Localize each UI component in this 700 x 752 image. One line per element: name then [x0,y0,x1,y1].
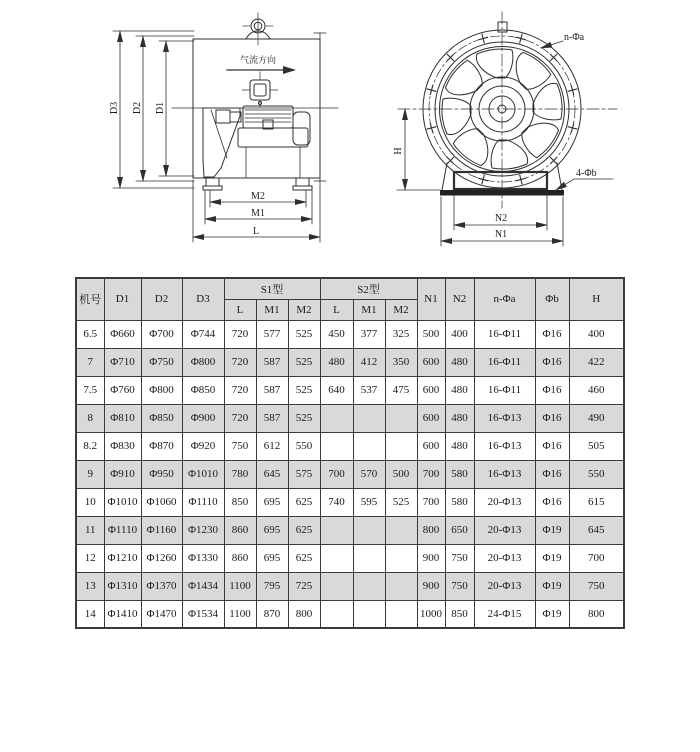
table-cell: 750 [224,432,256,460]
table-cell: 20-Φ13 [474,544,535,572]
table-cell: 900 [417,544,445,572]
table-row [76,376,624,404]
table-row [76,516,624,544]
table-cell: 600 [417,348,445,376]
lifting-eyebolt [243,13,273,45]
header-s1-m1: M1 [256,299,288,320]
table-cell: 795 [256,572,288,600]
table-cell: Φ16 [535,460,569,488]
table-cell: 695 [256,516,288,544]
header-s2-group: S2型 [320,278,417,299]
table-cell: 10 [76,488,104,516]
table-cell: 8.2 [76,432,104,460]
table-cell: 16-Φ11 [474,348,535,376]
label-d3: D3 [109,101,120,115]
table-cell: 400 [569,320,624,348]
table-cell: Φ800 [182,348,224,376]
table-cell: 14 [76,600,104,628]
table-cell: 615 [569,488,624,516]
table-cell: 750 [569,572,624,600]
table-cell: 625 [288,488,320,516]
table-cell: Φ870 [141,432,182,460]
header-s2-l: L [320,299,353,320]
diameter-dimensions [113,31,194,188]
header-s1-l: L [224,299,256,320]
table-cell: 580 [445,488,474,516]
header-n-phi-a: n-Φa [474,278,535,320]
table-cell: Φ16 [535,488,569,516]
label-l: L [252,226,260,237]
table-cell: 422 [569,348,624,376]
table-cell: Φ830 [104,432,141,460]
table-row [76,348,624,376]
table-cell: 480 [445,432,474,460]
table-cell: Φ850 [141,404,182,432]
table-cell: 750 [445,572,474,600]
table-cell: 500 [417,320,445,348]
table-cell: 720 [224,320,256,348]
header-h: H [569,278,624,320]
mounting-feet [203,178,312,190]
table-cell: Φ19 [535,544,569,572]
table-cell: 13 [76,572,104,600]
table-cell: Φ1370 [141,572,182,600]
table-cell: 1000 [417,600,445,628]
table-row [76,544,624,572]
table-cell: 587 [256,404,288,432]
table-cell: 595 [353,488,385,516]
table-cell: Φ1310 [104,572,141,600]
table-cell: 725 [288,572,320,600]
table-cell: 645 [256,460,288,488]
table-cell: Φ16 [535,432,569,460]
table-cell: 577 [256,320,288,348]
table-cell: 377 [353,320,385,348]
table-cell [353,544,385,572]
table-cell: Φ19 [535,516,569,544]
airflow-label: 气流方向 [239,55,277,65]
table-cell: 700 [417,460,445,488]
table-cell: 11 [76,516,104,544]
table-cell: 20-Φ13 [474,488,535,516]
table-cell [353,432,385,460]
table-row [76,600,624,628]
table-cell: 20-Φ13 [474,572,535,600]
spec-table-container [75,277,625,629]
table-cell: 720 [224,376,256,404]
base-holes-callout [556,168,613,190]
table-cell: 570 [353,460,385,488]
table-cell: 6.5 [76,320,104,348]
header-phi-b: Φb [535,278,569,320]
table-cell: 525 [385,488,417,516]
table-cell: 525 [288,376,320,404]
table-cell: 870 [256,600,288,628]
label-n2: N2 [494,213,508,224]
table-cell: 475 [385,376,417,404]
table-cell: 16-Φ13 [474,432,535,460]
table-cell: 16-Φ11 [474,320,535,348]
table-cell: Φ900 [182,404,224,432]
table-cell: 450 [320,320,353,348]
table-cell: Φ1010 [104,488,141,516]
table-cell: 8 [76,404,104,432]
table-cell: 20-Φ13 [474,516,535,544]
table-row [76,404,624,432]
table-row [76,488,624,516]
table-cell: 24-Φ15 [474,600,535,628]
table-cell: 800 [569,600,624,628]
table-row [76,432,624,460]
table-cell: Φ1110 [182,488,224,516]
table-cell: 650 [445,516,474,544]
label-m2: M2 [251,191,265,202]
table-cell: 412 [353,348,385,376]
table-cell: 695 [256,488,288,516]
table-cell: 780 [224,460,256,488]
airflow-arrow [227,66,296,74]
table-cell: 7 [76,348,104,376]
label-n-phi-a: n-Φa [564,32,585,43]
table-cell [353,572,385,600]
table-cell [353,404,385,432]
table-cell: 700 [417,488,445,516]
table-cell [353,516,385,544]
table-cell: 480 [445,404,474,432]
table-cell: Φ1160 [141,516,182,544]
label-d1: D1 [155,101,166,115]
table-cell: 850 [445,600,474,628]
header-s2-m1: M1 [353,299,385,320]
table-cell: Φ744 [182,320,224,348]
table-cell: Φ850 [182,376,224,404]
table-cell: Φ1410 [104,600,141,628]
table-cell: 587 [256,348,288,376]
table-cell: Φ1060 [141,488,182,516]
table-cell: 500 [385,460,417,488]
table-cell: 490 [569,404,624,432]
table-cell: Φ16 [535,376,569,404]
table-cell: 480 [320,348,353,376]
table-cell: 537 [353,376,385,404]
spec-table-body [76,320,624,628]
table-cell: 460 [569,376,624,404]
header-n1: N1 [417,278,445,320]
table-cell: 645 [569,516,624,544]
table-cell: Φ19 [535,572,569,600]
table-cell: Φ1210 [104,544,141,572]
table-cell: 525 [288,320,320,348]
table-cell [385,516,417,544]
table-cell: Φ710 [104,348,141,376]
header-d3: D3 [182,278,224,320]
table-cell [320,600,353,628]
table-cell: Φ950 [141,460,182,488]
label-m1: M1 [251,208,265,219]
table-cell: 550 [288,432,320,460]
table-cell: 625 [288,516,320,544]
flange-holes-callout [541,32,585,48]
table-cell [385,600,417,628]
header-s1-group: S1型 [224,278,320,299]
table-cell: 850 [224,488,256,516]
table-cell: 860 [224,516,256,544]
table-cell: Φ16 [535,320,569,348]
table-cell: 525 [288,348,320,376]
header-s2-m2: M2 [385,299,417,320]
table-cell: 695 [256,544,288,572]
table-cell: 700 [569,544,624,572]
table-cell: 720 [224,348,256,376]
table-cell: 16-Φ11 [474,376,535,404]
table-cell [320,432,353,460]
table-cell: 612 [256,432,288,460]
header-model: 机号 [76,278,104,320]
table-cell [320,516,353,544]
spec-table-head [76,278,624,320]
table-cell: Φ1330 [182,544,224,572]
table-cell: 600 [417,404,445,432]
table-cell: 12 [76,544,104,572]
table-cell [353,600,385,628]
header-d1: D1 [104,278,141,320]
side-view [109,13,338,242]
table-cell: Φ16 [535,348,569,376]
table-cell: 480 [445,348,474,376]
table-cell: 505 [569,432,624,460]
header-n2: N2 [445,278,474,320]
table-cell: 740 [320,488,353,516]
table-cell: 7.5 [76,376,104,404]
table-cell: 1100 [224,572,256,600]
table-cell: Φ1260 [141,544,182,572]
table-cell: 350 [385,348,417,376]
label-4-phi-b: 4-Φb [576,168,597,179]
table-cell: 325 [385,320,417,348]
table-cell [320,544,353,572]
header-s1-m2: M2 [288,299,320,320]
table-cell: Φ1434 [182,572,224,600]
table-cell: 900 [417,572,445,600]
label-n1: N1 [494,229,508,240]
technical-drawing [0,0,700,262]
front-view [393,12,617,246]
table-cell [320,404,353,432]
table-cell: Φ760 [104,376,141,404]
impeller-blades [441,48,562,169]
table-cell: 800 [288,600,320,628]
table-cell: 525 [288,404,320,432]
header-d2: D2 [141,278,182,320]
table-cell: 800 [417,516,445,544]
table-cell: 480 [445,376,474,404]
table-row [76,460,624,488]
table-cell: 580 [445,460,474,488]
table-cell: 16-Φ13 [474,460,535,488]
table-cell: 16-Φ13 [474,404,535,432]
table-cell: 400 [445,320,474,348]
table-cell: Φ19 [535,600,569,628]
table-cell [385,404,417,432]
table-cell: Φ800 [141,376,182,404]
table-cell: 9 [76,460,104,488]
label-d2: D2 [132,101,143,115]
label-h: H [393,147,404,155]
table-cell: 625 [288,544,320,572]
table-cell: 587 [256,376,288,404]
table-cell [385,544,417,572]
table-cell: Φ920 [182,432,224,460]
table-cell [385,432,417,460]
spec-table [75,277,625,629]
table-cell: 550 [569,460,624,488]
table-cell [320,572,353,600]
table-cell: Φ810 [104,404,141,432]
table-cell: Φ1230 [182,516,224,544]
table-cell: 860 [224,544,256,572]
table-cell: 640 [320,376,353,404]
table-cell: 750 [445,544,474,572]
table-cell: 600 [417,432,445,460]
table-cell: 575 [288,460,320,488]
motor [238,106,310,177]
table-cell: Φ750 [141,348,182,376]
inlet-cone [203,108,241,177]
table-row [76,572,624,600]
table-cell: 1100 [224,600,256,628]
table-cell: Φ1534 [182,600,224,628]
table-cell: Φ16 [535,404,569,432]
table-cell: Φ1470 [141,600,182,628]
table-cell: 700 [320,460,353,488]
table-cell: 720 [224,404,256,432]
table-row [76,320,624,348]
junction-box [242,72,278,107]
table-cell: Φ660 [104,320,141,348]
table-cell: Φ1110 [104,516,141,544]
table-cell [385,572,417,600]
table-cell: Φ910 [104,460,141,488]
table-cell: 600 [417,376,445,404]
right-extension [314,33,326,242]
table-cell: Φ1010 [182,460,224,488]
table-cell: Φ700 [141,320,182,348]
